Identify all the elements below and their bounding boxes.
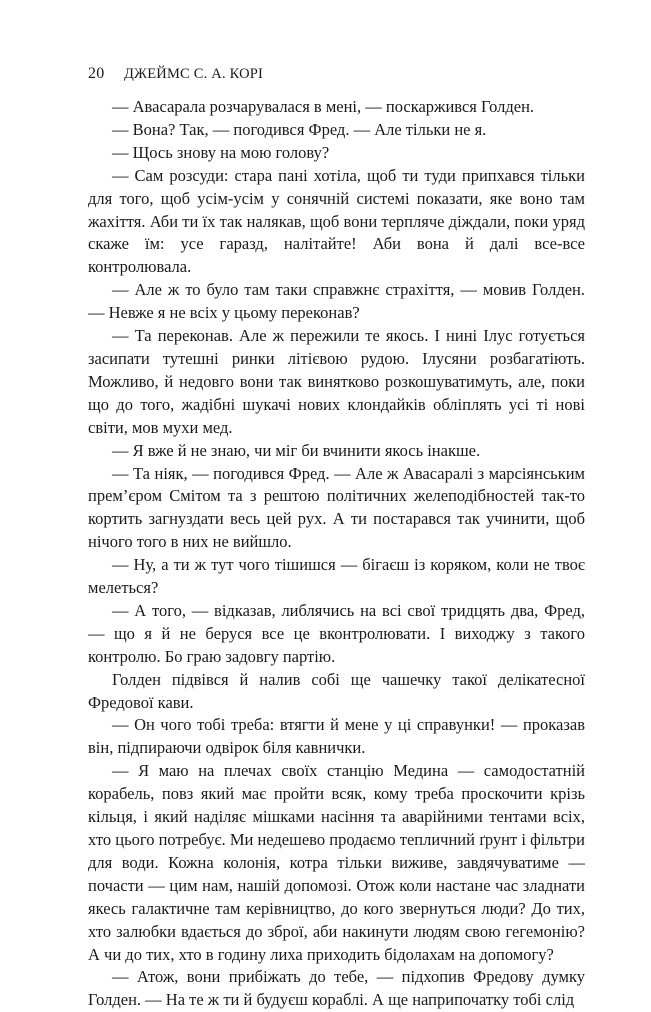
paragraph: — Ну, а ти ж тут чого тішишся — бігаєш із коряком, коли не твоє мелеться? (88, 555, 585, 598)
paragraph: — Он чого тобі треба: втягти й мене у ці справунки! — проказав він, підпираючи одвірок біля кавнички. (88, 715, 585, 758)
running-head-author: ДЖЕЙМС С. А. КОРІ (123, 66, 264, 82)
paragraph: — Я маю на плечах своїх станцію Медина — самодостатній корабель, повз який має пройти всяк, кому треба проскочити крізь кільця, і який наділяє мішками насіння та аварійними тентами всіх, хто цього потребує. Ми недешево продаємо тепличний ґрунт і фільтри для води. Кожна колонія, котра тільки виживе, завдячуватиме — почасти — цим нам, нашій допомозі. Отож коли настане час зладнати якесь галактичне там керівництво, до кого звернуться люди? До тих, хто залюбки вдається до зброї, аби накинути людям свою гегемонію? А чи до тих, хто в годину лиха приходить бідолахам на допомогу? (88, 761, 585, 964)
paragraph: — А того, — відказав, либлячись на всі свої тридцять два, Фред, — що я й не беруся все це вконтролювати. І виходжу з такого контролю. Бо граю задовгу партію. (88, 600, 585, 666)
paragraph: — Я вже й не знаю, чи міг би вчинити якось інакше. (112, 440, 481, 460)
paragraph: — Сам розсуди: стара пані хотіла, щоб ти туди припхався тільки для того, щоб усім-усім у сонячній системі показати, яке воно там жахіття. Аби ти їх так налякав, щоб вони терпляче діждали, поки уряд скаже їм: усе гаразд, налітайте! Аби вона й далі все-все контролювала. (88, 165, 585, 277)
paragraph: — Вона? Так, — погодився Фред. — Але тільки не я. (112, 119, 487, 139)
body-text (88, 96, 585, 1012)
paragraph: — Але ж то було там таки справжнє страхіття, — мовив Голден. — Невже я не всіх у цьому переконав? (88, 280, 585, 323)
paragraph: — Авасарала розчарувалася в мені, — поскаржився Голден. (112, 97, 535, 116)
paragraph: — Та ніяк, — погодився Фред. — Але ж Авасаралі з марсіянським прем’єром Смітом та з рештою політичних желеподібностей так-то кортить загнуздати весь цей рух. А ти постарався так учинити, щоб нічого того в них не вийшло. (88, 463, 585, 552)
page-number: 20 (88, 65, 105, 82)
paragraph: — Атож, вони прибіжать до тебе, — підхопив Фредову думку Голден. — На те ж ти й будуєш кораблі. А ще наприпочатку тобі слід (88, 967, 585, 1010)
paragraph: Голден підвівся й налив собі ще чашечку такої делікатесної Фредової кави. (88, 669, 585, 712)
running-header (88, 64, 263, 84)
paragraph: — Та переконав. Але ж пережили те якось. І нині Ілус готується засипати тутешні ринки літієвою рудою. Ілусяни розбагатіють. Можливо, й недовго вони так винятково розкошуватимуть, але, поки що до того, жадібні шукачі нових клондайків обліплять усі ті нові світи, мов мухи мед. (88, 326, 585, 437)
paragraph: — Щось знову на мою голову? (112, 142, 330, 162)
